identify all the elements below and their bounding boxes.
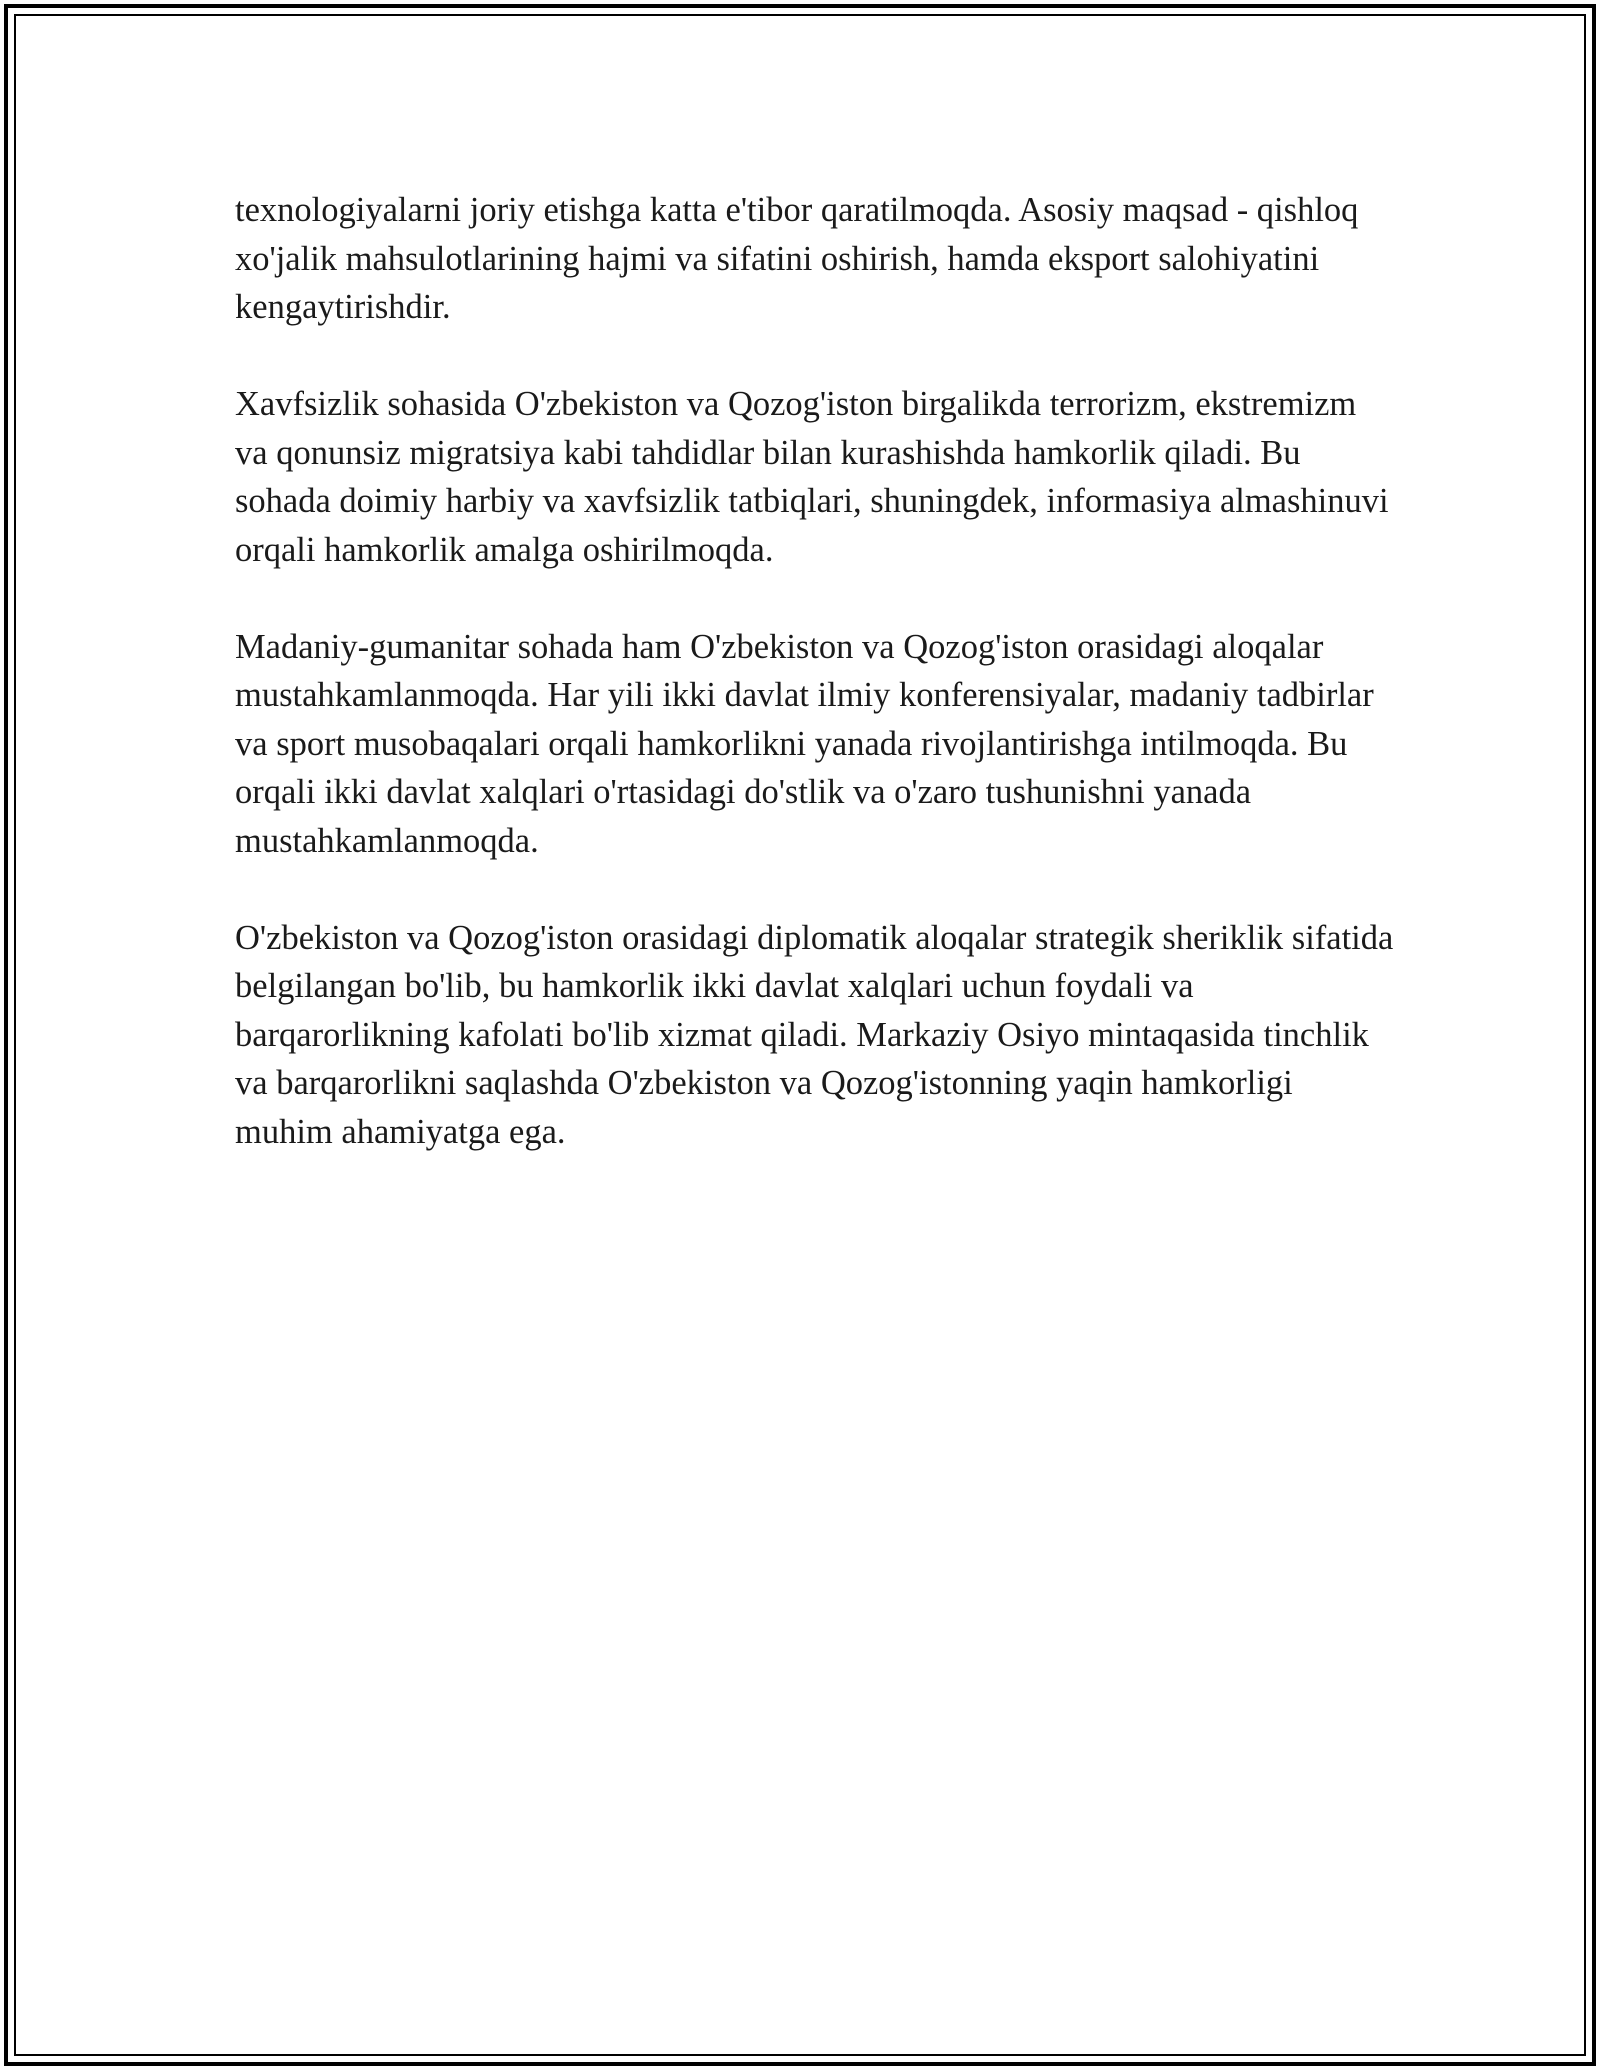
document-body: [235, 186, 1395, 1205]
paragraph-2: Xavfsizlik sohasida O'zbekiston va Qozog'iston birgalikda terrorizm, ekstremizm va qonunsiz migratsiya kabi tahdidlar bilan kurashishda hamkorlik qiladi. Bu sohada doimiy harbiy va xavfsizlik tatbiqlari, shuningdek, informasiya almashinuvi orqali hamkorlik amalga oshirilmoqda.: [235, 385, 1389, 569]
paragraph-1: texnologiyalarni joriy etishga katta e'tibor qaratilmoqda. Asosiy maqsad - qishloq xo'jalik mahsulotlarining hajmi va sifatini oshirish, hamda eksport salohiyatini kengaytirishdir.: [235, 191, 1359, 326]
paragraph-3: Madaniy-gumanitar sohada ham O'zbekiston va Qozog'iston orasidagi aloqalar mustahkamlanmoqda. Har yili ikki davlat ilmiy konferensiyalar, madaniy tadbirlar va sport musobaqalari orqali hamkorlikni yanada rivojlantirishga intilmoqda. Bu orqali ikki davlat xalqlari o'rtasidagi do'stlik va o'zaro tushunishni yanada mustahkamlanmoqda.: [235, 627, 1374, 860]
paragraph-4: O'zbekiston va Qozog'iston orasidagi diplomatik aloqalar strategik sheriklik sifatida belgilangan bo'lib, bu hamkorlik ikki davlat xalqlari uchun foydali va barqarorlikning kafolati bo'lib xizmat qiladi. Markaziy Osiyo mintaqasida tinchlik va barqarorlikni saqlashda O'zbekiston va Qozog'istonning yaqin hamkorligi muhim ahamiyatga ega.: [235, 918, 1394, 1151]
